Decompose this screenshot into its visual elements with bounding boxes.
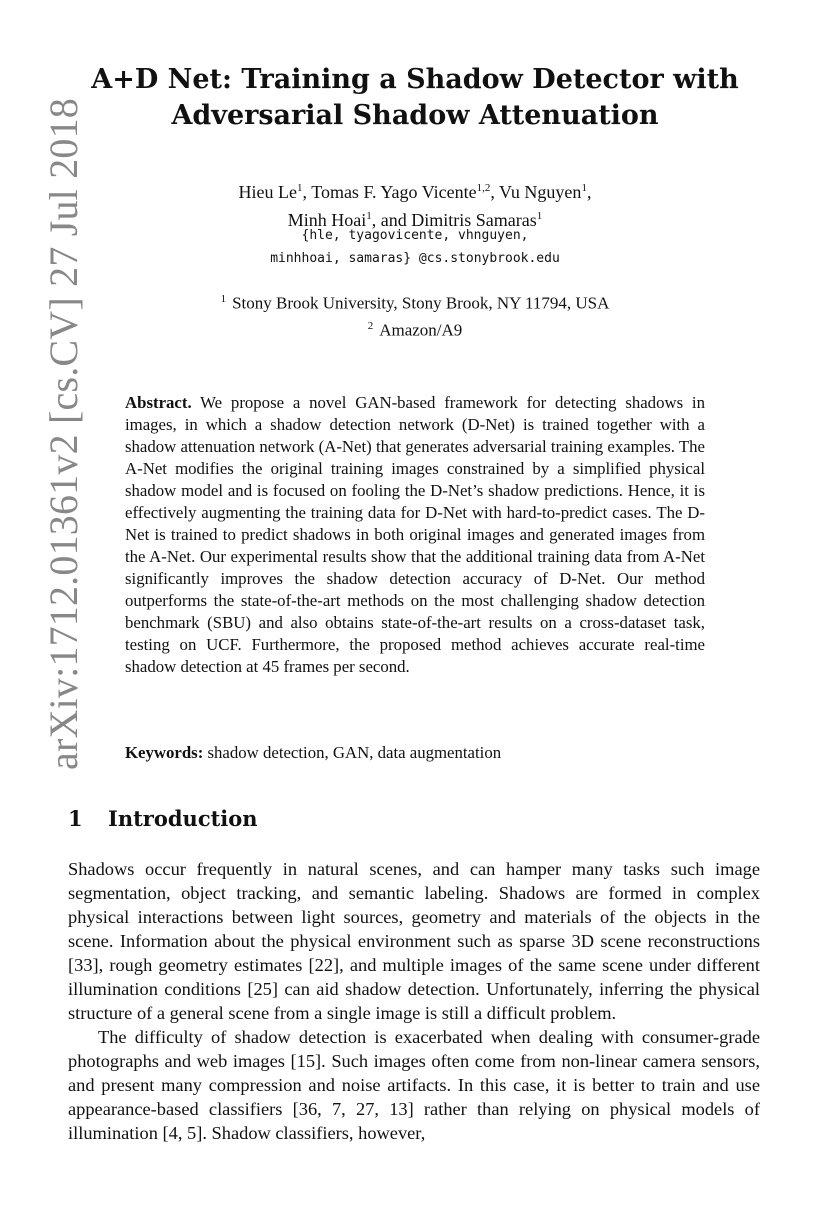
title-line-2: Adversarial Shadow Attenuation (171, 100, 659, 131)
email-line-2: minhhoai, samaras} @cs.stonybrook.edu (270, 251, 560, 266)
author-affiliation-mark: 1 (366, 210, 372, 222)
author-affiliation-mark: 1 (297, 182, 303, 194)
paragraph: The difficulty of shadow detection is exacerbated when dealing with consumer-grade photographs and web images [15]. Such images often come from non-linear camera sensors, and present many compression and noise artifacts. In this case, it is better to train and use appearance-based classifiers [36, 7, 27, 13] rather than relying on physical models of illumination [4, 5]. Shadow classifiers, however, (68, 1027, 760, 1143)
author-name: , Tomas F. Yago Vicente (302, 182, 477, 202)
author-line-1 (60, 176, 770, 204)
section-title: Introduction (108, 806, 258, 831)
affiliation-text: Amazon/A9 (379, 320, 463, 340)
email-line-1: {hle, tyagovicente, vhnguyen, (301, 228, 529, 243)
keywords-label: Keywords: (125, 743, 204, 762)
author-affiliation-mark: 1 (581, 182, 587, 194)
affiliation-2 (60, 315, 770, 342)
affiliation-1 (60, 288, 770, 315)
author-name: , Vu Nguyen (490, 182, 582, 202)
author-affiliation-mark: 1 (536, 210, 543, 222)
author-emails (60, 224, 770, 270)
author-affiliation-mark: 1,2 (476, 182, 491, 194)
keywords-text: shadow detection, GAN, data augmentation (207, 743, 502, 762)
section-number: 1 (68, 806, 83, 831)
paper-title (60, 62, 770, 134)
affiliation-text: Stony Brook University, Stony Brook, NY 11794, USA (232, 293, 610, 313)
abstract (125, 392, 705, 678)
title-line-1: A+D Net: Training a Shadow Detector with (91, 64, 739, 95)
author-name: Hieu Le (238, 182, 298, 202)
arxiv-sidebar (10, 30, 86, 770)
paragraph: Shadows occur frequently in natural scenes, and can hamper many tasks such image segmentation, object tracking, and semantic labeling. Shadows are formed in complex physical interactions between light sources, geometry and materials of the objects in the scene. Information about the physical environment such as sparse 3D scene reconstructions [33], rough geometry estimates [22], and multiple images of the same scene under different illumination conditions [25] can aid shadow detection. Unfortunately, inferring the physical structure of a general scene from a single image is still a difficult problem. (68, 859, 760, 1023)
abstract-text: We propose a novel GAN-based framework for detecting shadows in images, in which a shadow detection network (D-Net) is trained together with a shadow attenuation network (A-Net) that generates adversarial training examples. The A-Net modifies the original training images constrained by a simplified physical shadow model and is focused on fooling the D-Net’s shadow predictions. Hence, it is effectively augmenting the training data for D-Net with hard-to-predict cases. The D-Net is trained to predict shadows in both original images and generated images from the A-Net. Our experimental results show that the additional training data from A-Net significantly improves the shadow detection accuracy of D-Net. Our method outperforms the state-of-the-art methods on the most challenging shadow detection benchmark (SBU) and also obtains state-of-the-art results on a cross-dataset task, testing on UCF. Furthermore, the proposed method achieves accurate real-time shadow detection at 45 frames per second. (125, 393, 705, 676)
author-name: , and Dimitris Samaras (371, 210, 537, 230)
affiliations (60, 288, 770, 341)
affiliation-mark: 2 (367, 319, 374, 332)
arxiv-identifier: arXiv:1712.01361v2 [cs.CV] 27 Jul 2018 (41, 98, 86, 770)
abstract-label: Abstract. (125, 393, 192, 412)
author-separator: , (586, 182, 592, 202)
section-heading (68, 804, 258, 834)
keywords (125, 742, 705, 764)
affiliation-mark: 1 (220, 293, 227, 305)
author-name: Minh Hoai (287, 210, 367, 230)
section-body (68, 857, 760, 1145)
